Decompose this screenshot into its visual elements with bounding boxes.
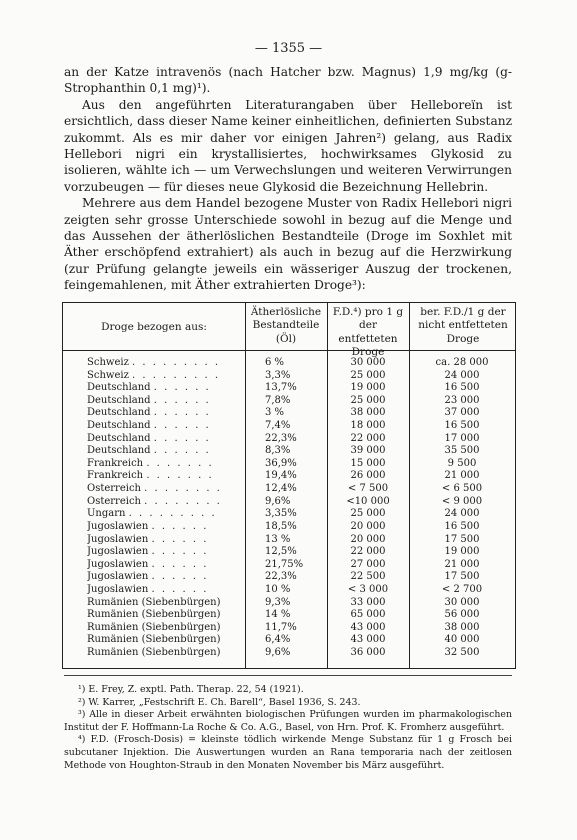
table-row	[63, 433, 515, 446]
table-body	[63, 357, 515, 660]
cell-ber: 17 000	[444, 432, 480, 444]
cell-fd: 22 000	[350, 546, 386, 558]
source-text: Jugoslawien	[87, 571, 149, 583]
leader-dots: . . . . . .	[151, 546, 209, 558]
leader-dots: . . . . . .	[151, 520, 209, 532]
cell-source	[87, 445, 245, 458]
source-text: Jugoslawien	[87, 533, 149, 545]
table-row	[63, 357, 515, 370]
ether-value: 21,75%	[265, 558, 304, 570]
cell-fd: 22 500	[350, 571, 386, 583]
ether-value: 14 %	[265, 609, 291, 621]
ether-value: 13 %	[265, 533, 291, 545]
cell-ber: 23 000	[444, 394, 480, 406]
source-text: Deutschland	[87, 420, 151, 432]
table-row	[63, 445, 515, 458]
cell-fd: 38 000	[350, 407, 386, 419]
cell-source	[87, 470, 245, 483]
source-text: Frankreich	[87, 457, 144, 469]
ether-value: 3,35%	[265, 508, 297, 520]
cell-source	[87, 508, 245, 521]
footnote: ¹) E. Frey, Z. exptl. Path. Therap. 22, 54 (1921).	[78, 684, 304, 695]
header-ber: ber. F.D./1 g der nicht entfetteten Droge	[418, 306, 508, 345]
leader-dots: . . . . . . . .	[144, 495, 222, 507]
cell-fd: 36 000	[350, 647, 386, 659]
cell-ether	[245, 357, 327, 370]
ether-value: 7,4%	[265, 420, 291, 432]
table-row	[63, 597, 515, 610]
cell-fd: 25 000	[350, 394, 386, 406]
cell-ber: 24 000	[444, 508, 480, 520]
source-text: Deutschland	[87, 445, 151, 457]
leader-dots: . . . . . .	[151, 533, 209, 545]
source-text: Schweiz	[87, 369, 129, 381]
footnote: ²) W. Karrer, „Festschrift E. Ch. Barell“, Basel 1936, S. 243.	[78, 696, 361, 708]
table-row	[63, 634, 515, 647]
ether-value: 22,3%	[265, 432, 297, 444]
leader-dots: . . . . . .	[151, 558, 209, 570]
ether-value: 9,6%	[265, 647, 291, 659]
cell-source	[87, 458, 245, 471]
ether-value: 6 %	[265, 357, 285, 368]
cell-ber: ca. 28 000	[435, 357, 489, 368]
leader-dots: . . . . . . . . .	[128, 508, 217, 520]
cell-ether	[245, 508, 327, 521]
paragraph: an der Katze intravenös (nach Hatcher bzw. Magnus) 1,9 mg/kg (g-Strophanthin 0,1 mg)¹).	[64, 65, 512, 96]
cell-ber: 40 000	[444, 634, 480, 646]
header-ether: Ätherlösliche Bestandteile (Öl)	[250, 306, 322, 345]
cell-ber: < 9 000	[441, 495, 483, 507]
cell-fd: 20 000	[350, 520, 386, 532]
source-text: Frankreich	[87, 470, 144, 482]
cell-fd: 20 000	[350, 533, 386, 545]
ether-value: 10 %	[265, 583, 291, 595]
cell-source	[87, 521, 245, 534]
ether-value: 7,8%	[265, 394, 291, 406]
ether-value: 6,4%	[265, 634, 291, 646]
ether-value: 8,3%	[265, 445, 291, 457]
cell-ether	[245, 395, 327, 408]
cell-ether	[245, 382, 327, 395]
cell-ber: 21 000	[444, 470, 480, 482]
cell-ether	[245, 647, 327, 660]
leader-dots: . . . . . . .	[146, 457, 214, 469]
cell-ether	[245, 534, 327, 547]
cell-ber: 17 500	[444, 571, 480, 583]
cell-ether	[245, 546, 327, 559]
cell-ether	[245, 470, 327, 483]
leader-dots: . . . . . .	[153, 420, 211, 432]
table-row	[63, 470, 515, 483]
table-row	[63, 609, 515, 622]
cell-ber: 56 000	[444, 609, 480, 621]
cell-source	[87, 370, 245, 383]
cell-fd: 30 000	[350, 357, 386, 368]
cell-fd: < 7 500	[347, 483, 389, 495]
cell-fd: 25 000	[350, 369, 386, 381]
cell-source	[87, 420, 245, 433]
cell-ber: 9 500	[447, 457, 477, 469]
ether-value: 18,5%	[265, 520, 297, 532]
cell-fd: 18 000	[350, 420, 386, 432]
ether-value: 19,4%	[265, 470, 297, 482]
header-fd: F.D.⁴) pro 1 g der entfetteten Droge	[332, 306, 404, 358]
ether-value: 9,6%	[265, 495, 291, 507]
table-row	[63, 395, 515, 408]
source-text: Österreich	[87, 495, 141, 507]
cell-fd: 15 000	[350, 457, 386, 469]
table-row	[63, 584, 515, 597]
cell-ber: < 2 700	[441, 583, 483, 595]
cell-source	[87, 382, 245, 395]
header-divider	[63, 350, 515, 351]
footnote: ³) Alle in dieser Arbeit erwähnten biologischen Prüfungen wurden im pharmakologischen Institut der F. Hoffmann-La Roche & Co. A.G., Basel, von Hrn. Prof. K. Fromherz ausgeführt.	[64, 709, 512, 733]
table-row	[63, 458, 515, 471]
cell-ber: 38 000	[444, 621, 480, 633]
table-row	[63, 521, 515, 534]
cell-ether	[245, 407, 327, 420]
table-row	[63, 559, 515, 572]
ether-value: 9,3%	[265, 596, 291, 608]
footnote-rule	[64, 675, 512, 676]
cell-source	[87, 534, 245, 547]
cell-ber: 35 500	[444, 445, 480, 457]
source-text: Rumänien (Siebenbürgen)	[87, 647, 221, 659]
cell-ether	[245, 634, 327, 647]
ether-value: 12,4%	[265, 483, 297, 495]
cell-fd: 33 000	[350, 596, 386, 608]
cell-ether	[245, 496, 327, 509]
ether-value: 22,3%	[265, 571, 297, 583]
source-text: Deutschland	[87, 407, 151, 419]
ether-value: 3 %	[265, 407, 285, 419]
cell-source	[87, 647, 245, 660]
table-row	[63, 370, 515, 383]
cell-source	[87, 609, 245, 622]
paragraph: Aus den angeführten Literaturangaben über Helleboreïn ist ersichtlich, dass dieser Name keiner einheitlichen, definierten Substanz zukommt. Als es mir daher vor einigen Jahren²) gelang, aus Radix Hellebori nigri ein krystallisiertes, hochwirksames Glykosid zu isolieren, wählte ich — um Verwechslungen und weiteren Verwirrungen vorzubeugen — für dieses neue Glykosid die Bezeichnung Hellebrin.	[64, 97, 512, 194]
cell-fd: 19 000	[350, 382, 386, 394]
body-text	[64, 64, 512, 294]
leader-dots: . . . . . .	[153, 432, 211, 444]
leader-dots: . . . . . .	[151, 583, 209, 595]
cell-source	[87, 622, 245, 635]
cell-fd: 27 000	[350, 558, 386, 570]
cell-ber: 19 000	[444, 546, 480, 558]
footnotes	[64, 684, 512, 772]
header-source: Droge bezogen aus:	[101, 321, 207, 333]
source-text: Rumänien (Siebenbürgen)	[87, 621, 221, 633]
cell-ether	[245, 420, 327, 433]
ether-value: 3,3%	[265, 369, 291, 381]
cell-ber: 17 500	[444, 533, 480, 545]
cell-ether	[245, 433, 327, 446]
cell-fd: 43 000	[350, 634, 386, 646]
ether-value: 12,5%	[265, 546, 297, 558]
table-row	[63, 534, 515, 547]
ether-value: 11,7%	[265, 621, 297, 633]
cell-ether	[245, 370, 327, 383]
cell-ber: 16 500	[444, 382, 480, 394]
cell-fd: 22 000	[350, 432, 386, 444]
source-text: Deutschland	[87, 394, 151, 406]
source-text: Deutschland	[87, 382, 151, 394]
table-row	[63, 420, 515, 433]
cell-fd: 39 000	[350, 445, 386, 457]
cell-source	[87, 559, 245, 572]
cell-ber: 37 000	[444, 407, 480, 419]
page-number: — 1355 —	[254, 41, 323, 56]
cell-ether	[245, 521, 327, 534]
source-text: Rumänien (Siebenbürgen)	[87, 634, 221, 646]
ether-value: 36,9%	[265, 457, 297, 469]
source-text: Schweiz	[87, 357, 129, 368]
cell-fd: 25 000	[350, 508, 386, 520]
cell-source	[87, 584, 245, 597]
table-row	[63, 622, 515, 635]
leader-dots: . . . . . .	[153, 407, 211, 419]
leader-dots: . . . . . . . . .	[132, 357, 221, 368]
cell-fd: < 3 000	[347, 583, 389, 595]
cell-source	[87, 395, 245, 408]
table-row	[63, 407, 515, 420]
cell-ether	[245, 445, 327, 458]
cell-ether	[245, 584, 327, 597]
table-row	[63, 571, 515, 584]
cell-ether	[245, 559, 327, 572]
cell-ber: 30 000	[444, 596, 480, 608]
cell-ether	[245, 609, 327, 622]
cell-source	[87, 546, 245, 559]
footnote: ⁴) F.D. (Frosch-Dosis) = kleinste tödlich wirkende Menge Substanz für 1 g Frosch bei subcutaner Injektion. Die Auswertungen wurden an Rana temporaria nach der zeitlosen Methode von Houghton-Straub in den Monaten November bis März ausgeführt.	[64, 734, 512, 771]
source-text: Jugoslawien	[87, 546, 149, 558]
cell-ether	[245, 622, 327, 635]
cell-ether	[245, 571, 327, 584]
cell-source	[87, 597, 245, 610]
source-text: Rumänien (Siebenbürgen)	[87, 596, 221, 608]
cell-ber: 24 000	[444, 369, 480, 381]
table-row	[63, 483, 515, 496]
table-row	[63, 382, 515, 395]
leader-dots: . . . . . .	[153, 382, 211, 394]
cell-ether	[245, 597, 327, 610]
cell-ber: < 6 500	[441, 483, 483, 495]
cell-ber: 21 000	[444, 558, 480, 570]
cell-source	[87, 634, 245, 647]
cell-fd: 26 000	[350, 470, 386, 482]
leader-dots: . . . . . .	[153, 445, 211, 457]
cell-ber: 16 500	[444, 520, 480, 532]
source-text: Jugoslawien	[87, 583, 149, 595]
source-text: Deutschland	[87, 432, 151, 444]
table-row	[63, 508, 515, 521]
source-text: Jugoslawien	[87, 558, 149, 570]
cell-fd: <10 000	[346, 495, 390, 507]
paragraph: Mehrere aus dem Handel bezogene Muster von Radix Hellebori nigri zeigten sehr grosse Unterschiede sowohl in bezug auf die Menge und das Aussehen der ätherlöslichen Bestandteile (Droge im Soxhlet mit Äther erschöpfend extrahiert) als auch in bezug auf die Herzwirkung (zur Prüfung gelangte jeweils ein wässeriger Auszug der trockenen, feingemahlenen, mit Äther extrahierten Droge³):	[64, 196, 512, 293]
leader-dots: . . . . . . . . .	[132, 369, 221, 381]
leader-dots: . . . . . .	[151, 571, 209, 583]
ether-value: 13,7%	[265, 382, 297, 394]
cell-source	[87, 433, 245, 446]
source-text: Rumänien (Siebenbürgen)	[87, 609, 221, 621]
cell-ether	[245, 483, 327, 496]
cell-source	[87, 483, 245, 496]
cell-source	[87, 571, 245, 584]
source-text: Jugoslawien	[87, 520, 149, 532]
leader-dots: . . . . . .	[153, 394, 211, 406]
table-row	[63, 647, 515, 660]
leader-dots: . . . . . . . .	[144, 483, 222, 495]
data-table	[62, 302, 516, 669]
cell-fd: 43 000	[350, 621, 386, 633]
leader-dots: . . . . . . .	[146, 470, 214, 482]
table-row	[63, 496, 515, 509]
cell-ber: 32 500	[444, 647, 480, 659]
cell-source	[87, 496, 245, 509]
cell-source	[87, 357, 245, 370]
cell-ether	[245, 458, 327, 471]
cell-ber: 16 500	[444, 420, 480, 432]
table-row	[63, 546, 515, 559]
source-text: Österreich	[87, 483, 141, 495]
cell-fd: 65 000	[350, 609, 386, 621]
cell-source	[87, 407, 245, 420]
source-text: Ungarn	[87, 508, 126, 520]
